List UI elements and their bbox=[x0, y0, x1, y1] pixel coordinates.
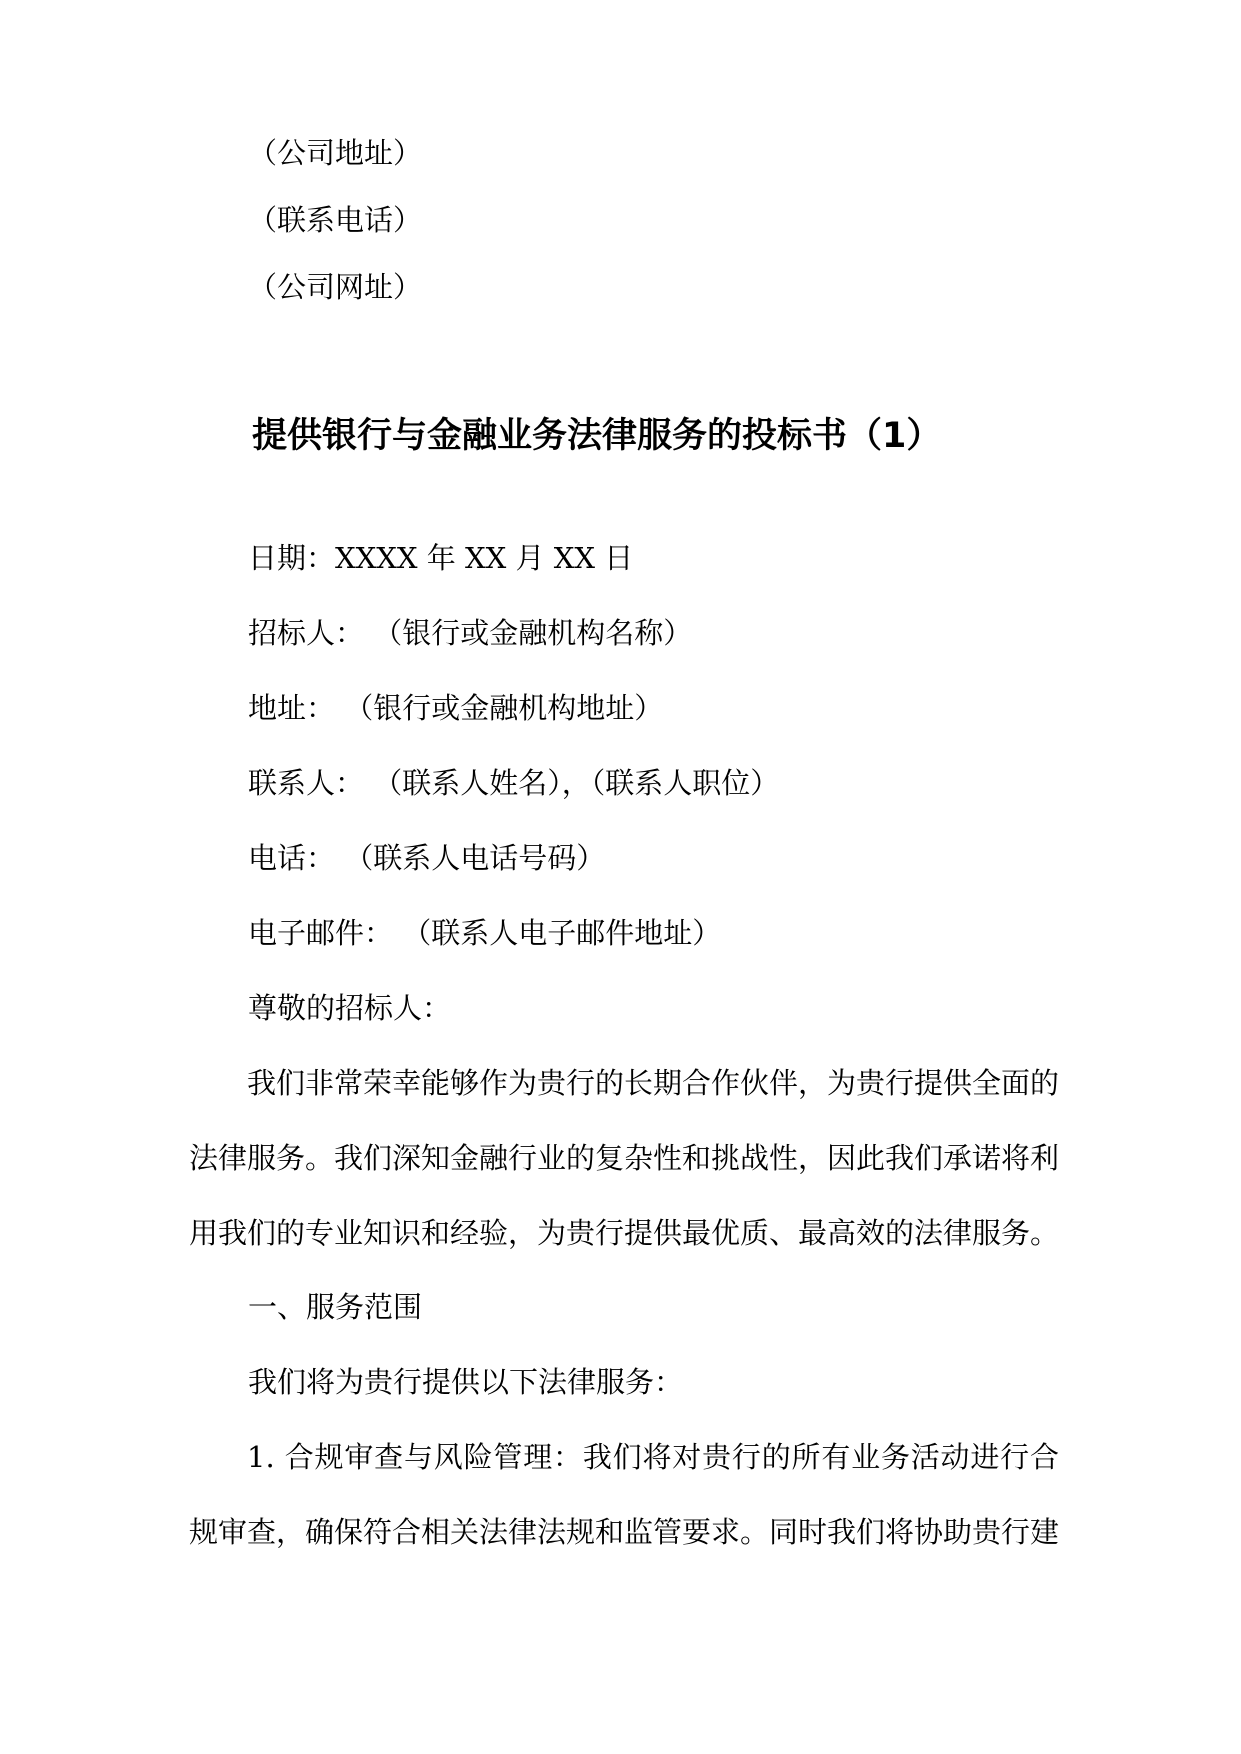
info-address: 地址： （银行或金融机构地址） bbox=[248, 691, 664, 725]
info-contact-person: 联系人： （联系人姓名），（联系人职位） bbox=[248, 766, 780, 800]
intro-paragraph: 我们非常荣幸能够作为贵行的长期合作伙伴，为贵行提供全面的法律服务。我们深知金融行业的复杂性和挑战性，因此我们承诺将利用我们的专业知识和经验，为贵行提供最优质、最高效的法律服务。 bbox=[189, 1066, 1060, 1250]
info-phone: 电话： （联系人电话号码） bbox=[248, 841, 606, 875]
section1-lead: 我们将为贵行提供以下法律服务： bbox=[248, 1365, 684, 1399]
info-date: 日期：XXXX 年 XX 月 XX 日 bbox=[248, 541, 634, 575]
salutation: 尊敬的招标人： bbox=[248, 991, 452, 1025]
contact-phone: （联系电话） bbox=[248, 203, 423, 237]
company-address: （公司地址） bbox=[248, 136, 423, 170]
info-tenderer: 招标人： （银行或金融机构名称） bbox=[248, 616, 693, 650]
info-email: 电子邮件： （联系人电子邮件地址） bbox=[248, 916, 722, 950]
company-website: （公司网址） bbox=[248, 270, 423, 304]
document-title: 提供银行与金融业务法律服务的投标书（1） bbox=[252, 416, 942, 456]
service-item-1: 1. 合规审查与风险管理：我们将对贵行的所有业务活动进行合规审查，确保符合相关法律法规和监管要求。同时我们将协助贵行建 bbox=[189, 1440, 1060, 1549]
section1-heading: 一、服务范围 bbox=[248, 1290, 423, 1324]
